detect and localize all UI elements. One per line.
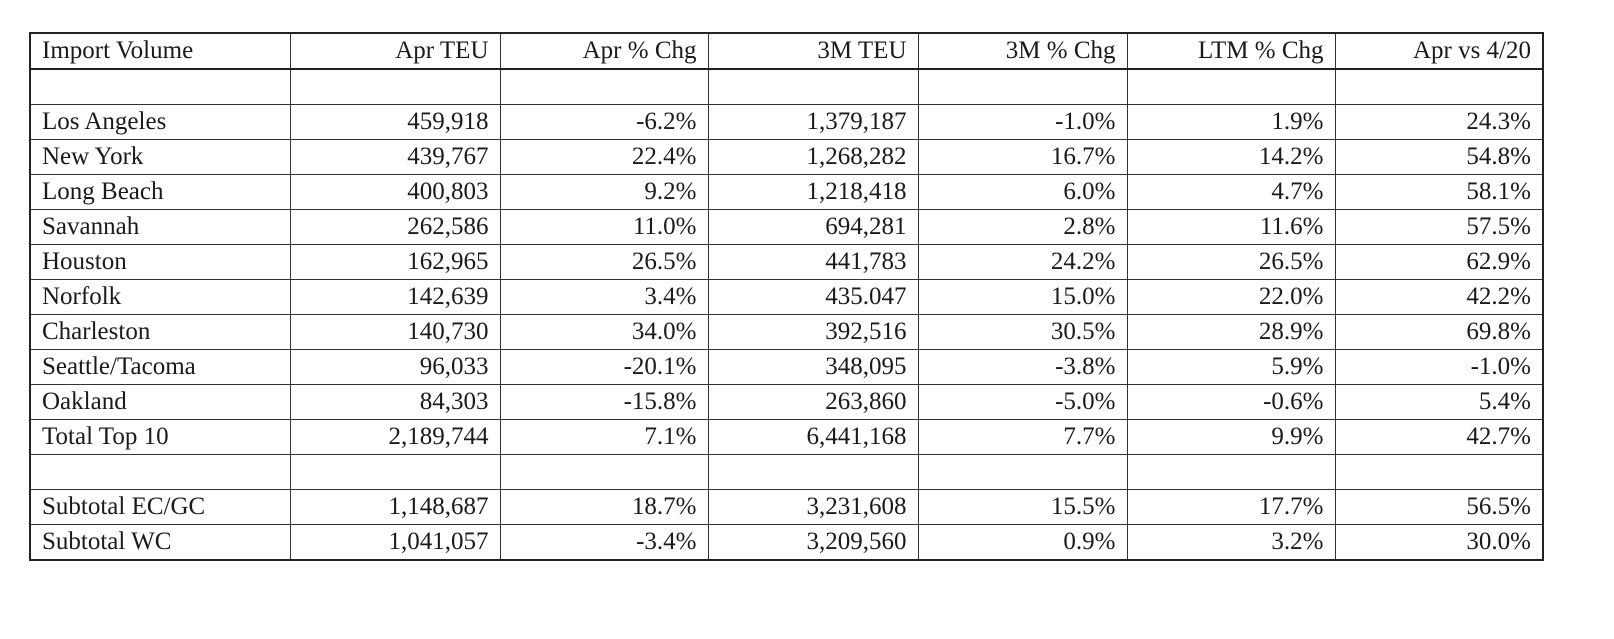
- table-cell: -0.6%: [1127, 385, 1335, 420]
- table-cell: 9.2%: [500, 175, 708, 210]
- table-cell: 441,783: [708, 245, 918, 280]
- table-cell: 11.6%: [1127, 210, 1335, 245]
- table-cell: 30.0%: [1335, 525, 1543, 561]
- table-cell: 162,965: [290, 245, 500, 280]
- table-cell: 3,209,560: [708, 525, 918, 561]
- column-header: Apr TEU: [290, 33, 500, 69]
- row-label: Oakland: [30, 385, 290, 420]
- subtotal-row: [30, 490, 1543, 525]
- table-cell: 2,189,744: [290, 420, 500, 455]
- table-cell: 24.3%: [1335, 105, 1543, 140]
- column-header: Apr vs 4/20: [1335, 33, 1543, 69]
- row-label: Subtotal WC: [30, 525, 290, 561]
- table-cell: 26.5%: [1127, 245, 1335, 280]
- empty-cell: [1335, 69, 1543, 105]
- table-row: [30, 420, 1543, 455]
- table-cell: 263,860: [708, 385, 918, 420]
- table-cell: 4.7%: [1127, 175, 1335, 210]
- table-cell: 15.5%: [918, 490, 1127, 525]
- table-cell: 3,231,608: [708, 490, 918, 525]
- table-cell: 54.8%: [1335, 140, 1543, 175]
- table-cell: 262,586: [290, 210, 500, 245]
- table-cell: 18.7%: [500, 490, 708, 525]
- row-label: Subtotal EC/GC: [30, 490, 290, 525]
- spacer-row: [30, 455, 1543, 490]
- table-cell: 400,803: [290, 175, 500, 210]
- empty-cell: [918, 69, 1127, 105]
- table-cell: 9.9%: [1127, 420, 1335, 455]
- table-cell: 16.7%: [918, 140, 1127, 175]
- table-row: [30, 385, 1543, 420]
- table-row: [30, 210, 1543, 245]
- import-volume-table-wrapper: [29, 32, 1544, 561]
- table-cell: 1,148,687: [290, 490, 500, 525]
- table-row: [30, 350, 1543, 385]
- table-cell: 5.9%: [1127, 350, 1335, 385]
- empty-cell: [290, 455, 500, 490]
- table-cell: 5.4%: [1335, 385, 1543, 420]
- table-row: [30, 315, 1543, 350]
- table-cell: 0.9%: [918, 525, 1127, 561]
- row-label: Los Angeles: [30, 105, 290, 140]
- table-row: [30, 280, 1543, 315]
- import-volume-table: [29, 32, 1544, 561]
- empty-cell: [290, 69, 500, 105]
- column-header: Apr % Chg: [500, 33, 708, 69]
- table-cell: 3.4%: [500, 280, 708, 315]
- table-cell: 11.0%: [500, 210, 708, 245]
- column-header: 3M TEU: [708, 33, 918, 69]
- table-cell: 1,041,057: [290, 525, 500, 561]
- table-cell: 56.5%: [1335, 490, 1543, 525]
- table-cell: 348,095: [708, 350, 918, 385]
- table-row: [30, 140, 1543, 175]
- table-cell: 7.1%: [500, 420, 708, 455]
- table-cell: 26.5%: [500, 245, 708, 280]
- table-row: [30, 175, 1543, 210]
- table-cell: 96,033: [290, 350, 500, 385]
- table-cell: 58.1%: [1335, 175, 1543, 210]
- spacer-row: [30, 69, 1543, 105]
- table-cell: 22.0%: [1127, 280, 1335, 315]
- table-cell: 34.0%: [500, 315, 708, 350]
- table-cell: 2.8%: [918, 210, 1127, 245]
- table-cell: 84,303: [290, 385, 500, 420]
- empty-cell: [1127, 69, 1335, 105]
- empty-cell: [1127, 455, 1335, 490]
- table-cell: 42.2%: [1335, 280, 1543, 315]
- table-cell: 14.2%: [1127, 140, 1335, 175]
- table-cell: 42.7%: [1335, 420, 1543, 455]
- table-cell: 15.0%: [918, 280, 1127, 315]
- empty-cell: [708, 69, 918, 105]
- column-header: LTM % Chg: [1127, 33, 1335, 69]
- row-label: Total Top 10: [30, 420, 290, 455]
- table-cell: -5.0%: [918, 385, 1127, 420]
- subtotal-row: [30, 525, 1543, 561]
- table-cell: 6.0%: [918, 175, 1127, 210]
- table-cell: 140,730: [290, 315, 500, 350]
- table-cell: 28.9%: [1127, 315, 1335, 350]
- empty-cell: [500, 69, 708, 105]
- row-label: Long Beach: [30, 175, 290, 210]
- table-cell: -1.0%: [1335, 350, 1543, 385]
- table-cell: -3.8%: [918, 350, 1127, 385]
- empty-cell: [708, 455, 918, 490]
- row-label: New York: [30, 140, 290, 175]
- row-label: Savannah: [30, 210, 290, 245]
- table-cell: 57.5%: [1335, 210, 1543, 245]
- table-cell: 22.4%: [500, 140, 708, 175]
- table-cell: 459,918: [290, 105, 500, 140]
- table-cell: -20.1%: [500, 350, 708, 385]
- column-header: 3M % Chg: [918, 33, 1127, 69]
- row-label: Norfolk: [30, 280, 290, 315]
- table-row: [30, 105, 1543, 140]
- header-row: [30, 33, 1543, 69]
- empty-cell: [30, 455, 290, 490]
- table-cell: 392,516: [708, 315, 918, 350]
- table-body: [30, 69, 1543, 560]
- table-cell: 1.9%: [1127, 105, 1335, 140]
- table-cell: 30.5%: [918, 315, 1127, 350]
- table-cell: 435.047: [708, 280, 918, 315]
- table-cell: 3.2%: [1127, 525, 1335, 561]
- table-row: [30, 245, 1543, 280]
- empty-cell: [30, 69, 290, 105]
- table-cell: 24.2%: [918, 245, 1127, 280]
- table-cell: 62.9%: [1335, 245, 1543, 280]
- table-cell: -6.2%: [500, 105, 708, 140]
- table-cell: 1,218,418: [708, 175, 918, 210]
- row-label: Seattle/Tacoma: [30, 350, 290, 385]
- empty-cell: [918, 455, 1127, 490]
- table-cell: 1,379,187: [708, 105, 918, 140]
- table-cell: 17.7%: [1127, 490, 1335, 525]
- empty-cell: [500, 455, 708, 490]
- table-cell: 69.8%: [1335, 315, 1543, 350]
- column-header: Import Volume: [30, 33, 290, 69]
- row-label: Charleston: [30, 315, 290, 350]
- table-cell: 1,268,282: [708, 140, 918, 175]
- row-label: Houston: [30, 245, 290, 280]
- table-cell: 439,767: [290, 140, 500, 175]
- empty-cell: [1335, 455, 1543, 490]
- table-cell: 694,281: [708, 210, 918, 245]
- table-cell: 7.7%: [918, 420, 1127, 455]
- table-cell: -15.8%: [500, 385, 708, 420]
- table-cell: -1.0%: [918, 105, 1127, 140]
- table-cell: 6,441,168: [708, 420, 918, 455]
- table-cell: 142,639: [290, 280, 500, 315]
- table-cell: -3.4%: [500, 525, 708, 561]
